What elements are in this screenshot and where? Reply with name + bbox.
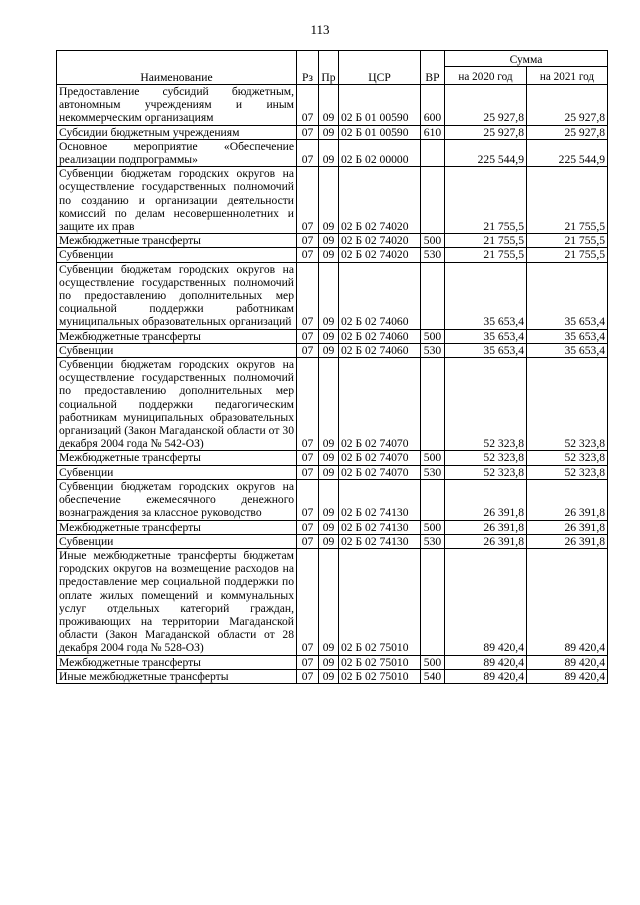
cell-vr xyxy=(421,139,445,166)
cell-rz: 07 xyxy=(297,262,319,329)
table-row xyxy=(57,234,608,248)
cell-vr: 500 xyxy=(421,329,445,343)
cell-name: Межбюджетные трансферты xyxy=(57,234,297,248)
table-row xyxy=(57,655,608,669)
cell-sum-2021: 26 391,8 xyxy=(527,520,608,534)
cell-sum-2020: 25 927,8 xyxy=(445,125,527,139)
cell-pr: 09 xyxy=(319,358,339,451)
cell-pr: 09 xyxy=(319,125,339,139)
cell-sum-2021: 26 391,8 xyxy=(527,479,608,520)
cell-pr: 09 xyxy=(319,655,339,669)
cell-rz: 07 xyxy=(297,465,319,479)
cell-pr: 09 xyxy=(319,85,339,126)
cell-sum-2020: 35 653,4 xyxy=(445,343,527,357)
cell-pr: 09 xyxy=(319,451,339,465)
cell-sum-2021: 21 755,5 xyxy=(527,234,608,248)
cell-name: Субвенции xyxy=(57,248,297,262)
table-row xyxy=(57,465,608,479)
cell-sum-2020: 89 420,4 xyxy=(445,655,527,669)
cell-name: Субвенции xyxy=(57,465,297,479)
cell-csr: 02 Б 02 74070 xyxy=(339,465,421,479)
cell-csr: 02 Б 02 74130 xyxy=(339,534,421,548)
cell-name: Иные межбюджетные трансферты xyxy=(57,669,297,683)
header-year-2021: на 2021 год xyxy=(527,67,608,85)
cell-vr xyxy=(421,358,445,451)
cell-sum-2021: 52 323,8 xyxy=(527,358,608,451)
table-row xyxy=(57,520,608,534)
cell-pr: 09 xyxy=(319,534,339,548)
header-name: Наименование xyxy=(57,51,297,85)
cell-pr: 09 xyxy=(319,343,339,357)
table-row xyxy=(57,85,608,126)
cell-sum-2021: 25 927,8 xyxy=(527,125,608,139)
header-year-2020: на 2020 год xyxy=(445,67,527,85)
table-body xyxy=(57,85,608,684)
budget-table xyxy=(56,50,608,684)
cell-pr: 09 xyxy=(319,329,339,343)
table-row xyxy=(57,669,608,683)
cell-csr: 02 Б 01 00590 xyxy=(339,125,421,139)
cell-vr: 500 xyxy=(421,655,445,669)
cell-name: Субвенции бюджетам городских округов на осуществление государственных полномочий по созданию и организации деятельности комиссий по делам несовершеннолетних и защите их прав xyxy=(57,167,297,234)
cell-rz: 07 xyxy=(297,548,319,655)
cell-name: Основное мероприятие «Обеспечение реализации подпрограммы» xyxy=(57,139,297,166)
header-vr: ВР xyxy=(421,51,445,85)
cell-csr: 02 Б 02 74130 xyxy=(339,479,421,520)
cell-csr: 02 Б 02 74020 xyxy=(339,234,421,248)
cell-sum-2020: 35 653,4 xyxy=(445,329,527,343)
cell-sum-2021: 35 653,4 xyxy=(527,329,608,343)
cell-pr: 09 xyxy=(319,520,339,534)
cell-csr: 02 Б 02 75010 xyxy=(339,655,421,669)
cell-sum-2021: 26 391,8 xyxy=(527,534,608,548)
table-row xyxy=(57,139,608,166)
cell-sum-2020: 21 755,5 xyxy=(445,234,527,248)
cell-pr: 09 xyxy=(319,139,339,166)
header-sum: Сумма xyxy=(445,51,608,67)
cell-sum-2020: 26 391,8 xyxy=(445,534,527,548)
cell-rz: 07 xyxy=(297,167,319,234)
cell-vr xyxy=(421,479,445,520)
cell-sum-2020: 89 420,4 xyxy=(445,548,527,655)
cell-rz: 07 xyxy=(297,479,319,520)
cell-pr: 09 xyxy=(319,234,339,248)
cell-csr: 02 Б 02 74020 xyxy=(339,167,421,234)
cell-rz: 07 xyxy=(297,234,319,248)
table-row xyxy=(57,262,608,329)
cell-csr: 02 Б 02 74060 xyxy=(339,329,421,343)
cell-sum-2020: 21 755,5 xyxy=(445,167,527,234)
cell-name: Иные межбюджетные трансферты бюджетам городских округов на возмещение расходов на предоставление мер социальной поддержки по оплате жилых помещений и коммунальных услуг отдельных категорий граждан, проживающих на территории Магаданской области (Закон Магаданской области от 28 декабря 2004 года № 528-ОЗ) xyxy=(57,548,297,655)
cell-csr: 02 Б 02 75010 xyxy=(339,548,421,655)
cell-csr: 02 Б 02 74060 xyxy=(339,343,421,357)
cell-sum-2021: 89 420,4 xyxy=(527,669,608,683)
cell-sum-2021: 35 653,4 xyxy=(527,343,608,357)
cell-csr: 02 Б 02 74070 xyxy=(339,451,421,465)
cell-name: Субвенции бюджетам городских округов на осуществление государственных полномочий по предоставлению дополнительных мер социальной поддержки педагогическим работникам муниципальных образовательных организаций (Закон Магаданской области от 30 декабря 2004 года № 542-ОЗ) xyxy=(57,358,297,451)
cell-vr: 530 xyxy=(421,465,445,479)
cell-rz: 07 xyxy=(297,534,319,548)
cell-name: Субвенции xyxy=(57,343,297,357)
cell-csr: 02 Б 01 00590 xyxy=(339,85,421,126)
cell-name: Межбюджетные трансферты xyxy=(57,329,297,343)
cell-csr: 02 Б 02 74060 xyxy=(339,262,421,329)
cell-rz: 07 xyxy=(297,520,319,534)
cell-pr: 09 xyxy=(319,248,339,262)
cell-csr: 02 Б 02 74130 xyxy=(339,520,421,534)
cell-vr: 530 xyxy=(421,248,445,262)
cell-pr: 09 xyxy=(319,548,339,655)
cell-csr: 02 Б 02 74020 xyxy=(339,248,421,262)
cell-pr: 09 xyxy=(319,465,339,479)
table-row xyxy=(57,548,608,655)
cell-rz: 07 xyxy=(297,329,319,343)
table-row xyxy=(57,358,608,451)
table-row xyxy=(57,479,608,520)
table-row xyxy=(57,167,608,234)
cell-sum-2020: 26 391,8 xyxy=(445,479,527,520)
cell-name: Межбюджетные трансферты xyxy=(57,655,297,669)
cell-sum-2021: 225 544,9 xyxy=(527,139,608,166)
cell-rz: 07 xyxy=(297,655,319,669)
cell-sum-2021: 21 755,5 xyxy=(527,248,608,262)
cell-sum-2021: 52 323,8 xyxy=(527,451,608,465)
table-header xyxy=(57,51,608,85)
header-pr: Пр xyxy=(319,51,339,85)
cell-rz: 07 xyxy=(297,125,319,139)
table-row xyxy=(57,248,608,262)
cell-vr: 540 xyxy=(421,669,445,683)
cell-csr: 02 Б 02 00000 xyxy=(339,139,421,166)
cell-sum-2020: 21 755,5 xyxy=(445,248,527,262)
cell-rz: 07 xyxy=(297,343,319,357)
cell-rz: 07 xyxy=(297,358,319,451)
cell-sum-2021: 35 653,4 xyxy=(527,262,608,329)
cell-sum-2020: 52 323,8 xyxy=(445,451,527,465)
cell-name: Межбюджетные трансферты xyxy=(57,451,297,465)
cell-pr: 09 xyxy=(319,669,339,683)
header-csr: ЦСР xyxy=(339,51,421,85)
cell-csr: 02 Б 02 75010 xyxy=(339,669,421,683)
cell-vr: 600 xyxy=(421,85,445,126)
cell-sum-2020: 89 420,4 xyxy=(445,669,527,683)
table-row xyxy=(57,451,608,465)
cell-vr: 500 xyxy=(421,451,445,465)
page-number: 113 xyxy=(310,22,330,37)
cell-vr: 500 xyxy=(421,520,445,534)
cell-name: Предоставление субсидий бюджетным, автономным учреждениям и иным некоммерческим организациям xyxy=(57,85,297,126)
cell-sum-2021: 89 420,4 xyxy=(527,548,608,655)
table-row xyxy=(57,343,608,357)
cell-sum-2020: 25 927,8 xyxy=(445,85,527,126)
cell-sum-2021: 21 755,5 xyxy=(527,167,608,234)
cell-vr xyxy=(421,262,445,329)
cell-vr xyxy=(421,167,445,234)
cell-name: Субсидии бюджетным учреждениям xyxy=(57,125,297,139)
cell-name: Субвенции бюджетам городских округов на осуществление государственных полномочий по предоставлению дополнительных мер социальной поддержки работникам муниципальных образовательных организаций xyxy=(57,262,297,329)
table-row xyxy=(57,125,608,139)
cell-sum-2020: 26 391,8 xyxy=(445,520,527,534)
cell-pr: 09 xyxy=(319,479,339,520)
cell-vr: 500 xyxy=(421,234,445,248)
cell-rz: 07 xyxy=(297,139,319,166)
cell-csr: 02 Б 02 74070 xyxy=(339,358,421,451)
cell-sum-2021: 52 323,8 xyxy=(527,465,608,479)
cell-sum-2020: 225 544,9 xyxy=(445,139,527,166)
cell-sum-2020: 35 653,4 xyxy=(445,262,527,329)
cell-vr: 530 xyxy=(421,343,445,357)
header-rz: Рз xyxy=(297,51,319,85)
table-row xyxy=(57,329,608,343)
cell-pr: 09 xyxy=(319,262,339,329)
cell-rz: 07 xyxy=(297,248,319,262)
cell-sum-2020: 52 323,8 xyxy=(445,358,527,451)
cell-pr: 09 xyxy=(319,167,339,234)
cell-rz: 07 xyxy=(297,669,319,683)
cell-vr xyxy=(421,548,445,655)
cell-name: Межбюджетные трансферты xyxy=(57,520,297,534)
cell-rz: 07 xyxy=(297,85,319,126)
cell-vr: 530 xyxy=(421,534,445,548)
cell-sum-2021: 25 927,8 xyxy=(527,85,608,126)
cell-name: Субвенции xyxy=(57,534,297,548)
cell-name: Субвенции бюджетам городских округов на обеспечение ежемесячного денежного вознаграждения за классное руководство xyxy=(57,479,297,520)
table-row xyxy=(57,534,608,548)
cell-rz: 07 xyxy=(297,451,319,465)
cell-vr: 610 xyxy=(421,125,445,139)
cell-sum-2020: 52 323,8 xyxy=(445,465,527,479)
cell-sum-2021: 89 420,4 xyxy=(527,655,608,669)
